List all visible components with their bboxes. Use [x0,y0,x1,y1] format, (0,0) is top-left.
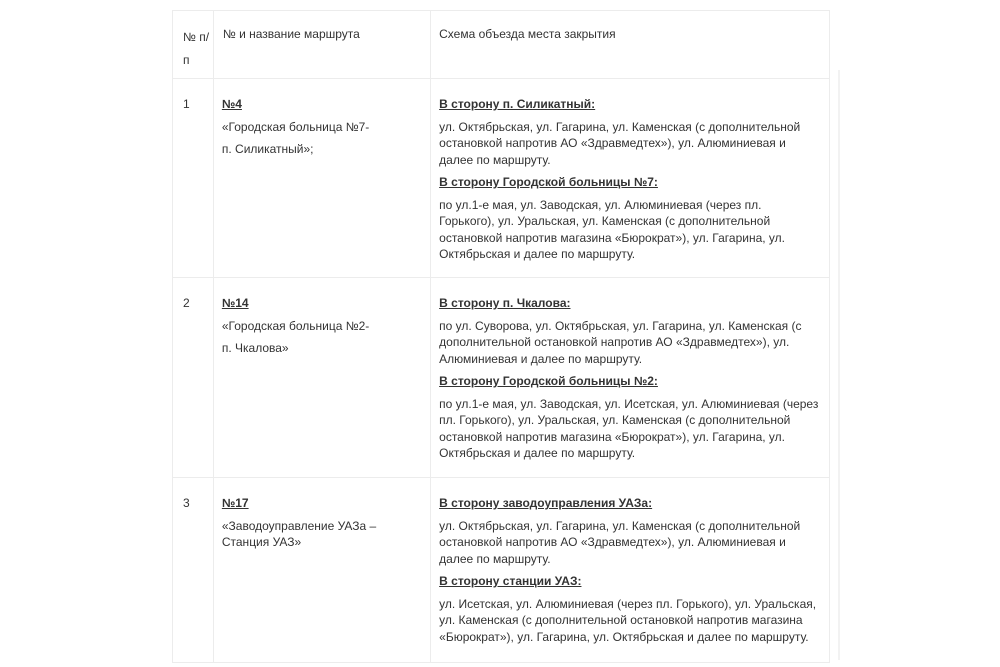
row-number: 3 [183,496,190,510]
header-route-label: № и название маршрута [222,27,360,41]
header-scheme-label: Схема объезда места закрытия [439,27,616,41]
direction-description: по ул.1-е мая, ул. Заводская, ул. Исетская, ул. Алюминиевая (через пл. Горького), ул. Уральская, ул. Каменская (с дополнительной остановкой напротив магазина «Бюрократ»), ул. Гагарина, ул. Октябрьская и далее по маршруту. [439,396,819,460]
scheme-cell [431,478,830,663]
page-edge-divider [838,70,840,660]
direction-heading: В сторону заводоуправления УАЗа: [439,496,653,510]
header-number-label: № п/п [183,30,210,67]
route-name-line2: п. Чкалова» [221,341,289,355]
header-cell-scheme [431,11,830,79]
row-number-cell [173,79,214,278]
route-number: №4 [221,97,242,111]
route-number: №14 [221,296,249,310]
direction-description: по ул.1-е мая, ул. Заводская, ул. Алюминиевая (через пл. Горького), ул. Уральская, ул. Каменская (с дополнительной остановкой напротив магазина «Бюрократ»), ул. Гагарина, ул. Октябрьская и далее по маршруту. [439,197,786,261]
route-name-line1: «Городская больница №7- [221,119,370,134]
table-row [173,478,830,663]
direction-heading: В сторону Городской больницы №7: [439,175,658,189]
scheme-cell [431,278,830,478]
row-number-cell [173,478,214,663]
header-cell-number [173,11,214,79]
route-name-cell [213,79,430,278]
route-name-line2: п. Силикатный»; [221,142,314,156]
direction-heading: В сторону станции УАЗ: [439,574,582,588]
table-row [173,79,830,278]
row-number-cell [173,278,214,478]
scheme-cell [431,79,830,278]
route-number: №17 [221,496,249,510]
route-detour-table [172,10,830,663]
direction-description: по ул. Суворова, ул. Октябрьская, ул. Гагарина, ул. Каменская (с дополнительной остановкой напротив АО «Здравмедтех»), ул. Алюминиевая и далее по маршруту. [439,318,802,366]
row-number: 2 [183,296,190,310]
header-cell-route [213,11,430,79]
route-name-cell [213,478,430,663]
direction-heading: В сторону п. Чкалова: [439,296,571,310]
direction-heading: В сторону Городской больницы №2: [439,374,658,388]
row-number: 1 [183,97,190,111]
direction-description: ул. Октябрьская, ул. Гагарина, ул. Каменская (с дополнительной остановкой напротив АО «Здравмедтех»), ул. Алюминиевая и далее по маршруту. [439,119,801,167]
table-row [173,278,830,478]
direction-description: ул. Октябрьская, ул. Гагарина, ул. Каменская (с дополнительной остановкой напротив АО «Здравмедтех»), ул. Алюминиевая и далее по маршруту. [439,518,801,566]
table-header-row [173,11,830,79]
route-name-line1: «Городская больница №2- [221,318,370,333]
direction-description: ул. Исетская, ул. Алюминиевая (через пл. Горького), ул. Уральская, ул. Каменская (с дополнительной остановкой напротив магазина «Бюрократ»), ул. Гагарина, ул. Октябрьская и далее по маршруту. [439,596,817,644]
route-name-cell [213,278,430,478]
direction-heading: В сторону п. Силикатный: [439,97,596,111]
route-name-line1: «Заводоуправление УАЗа – Станция УАЗ» [221,518,377,549]
